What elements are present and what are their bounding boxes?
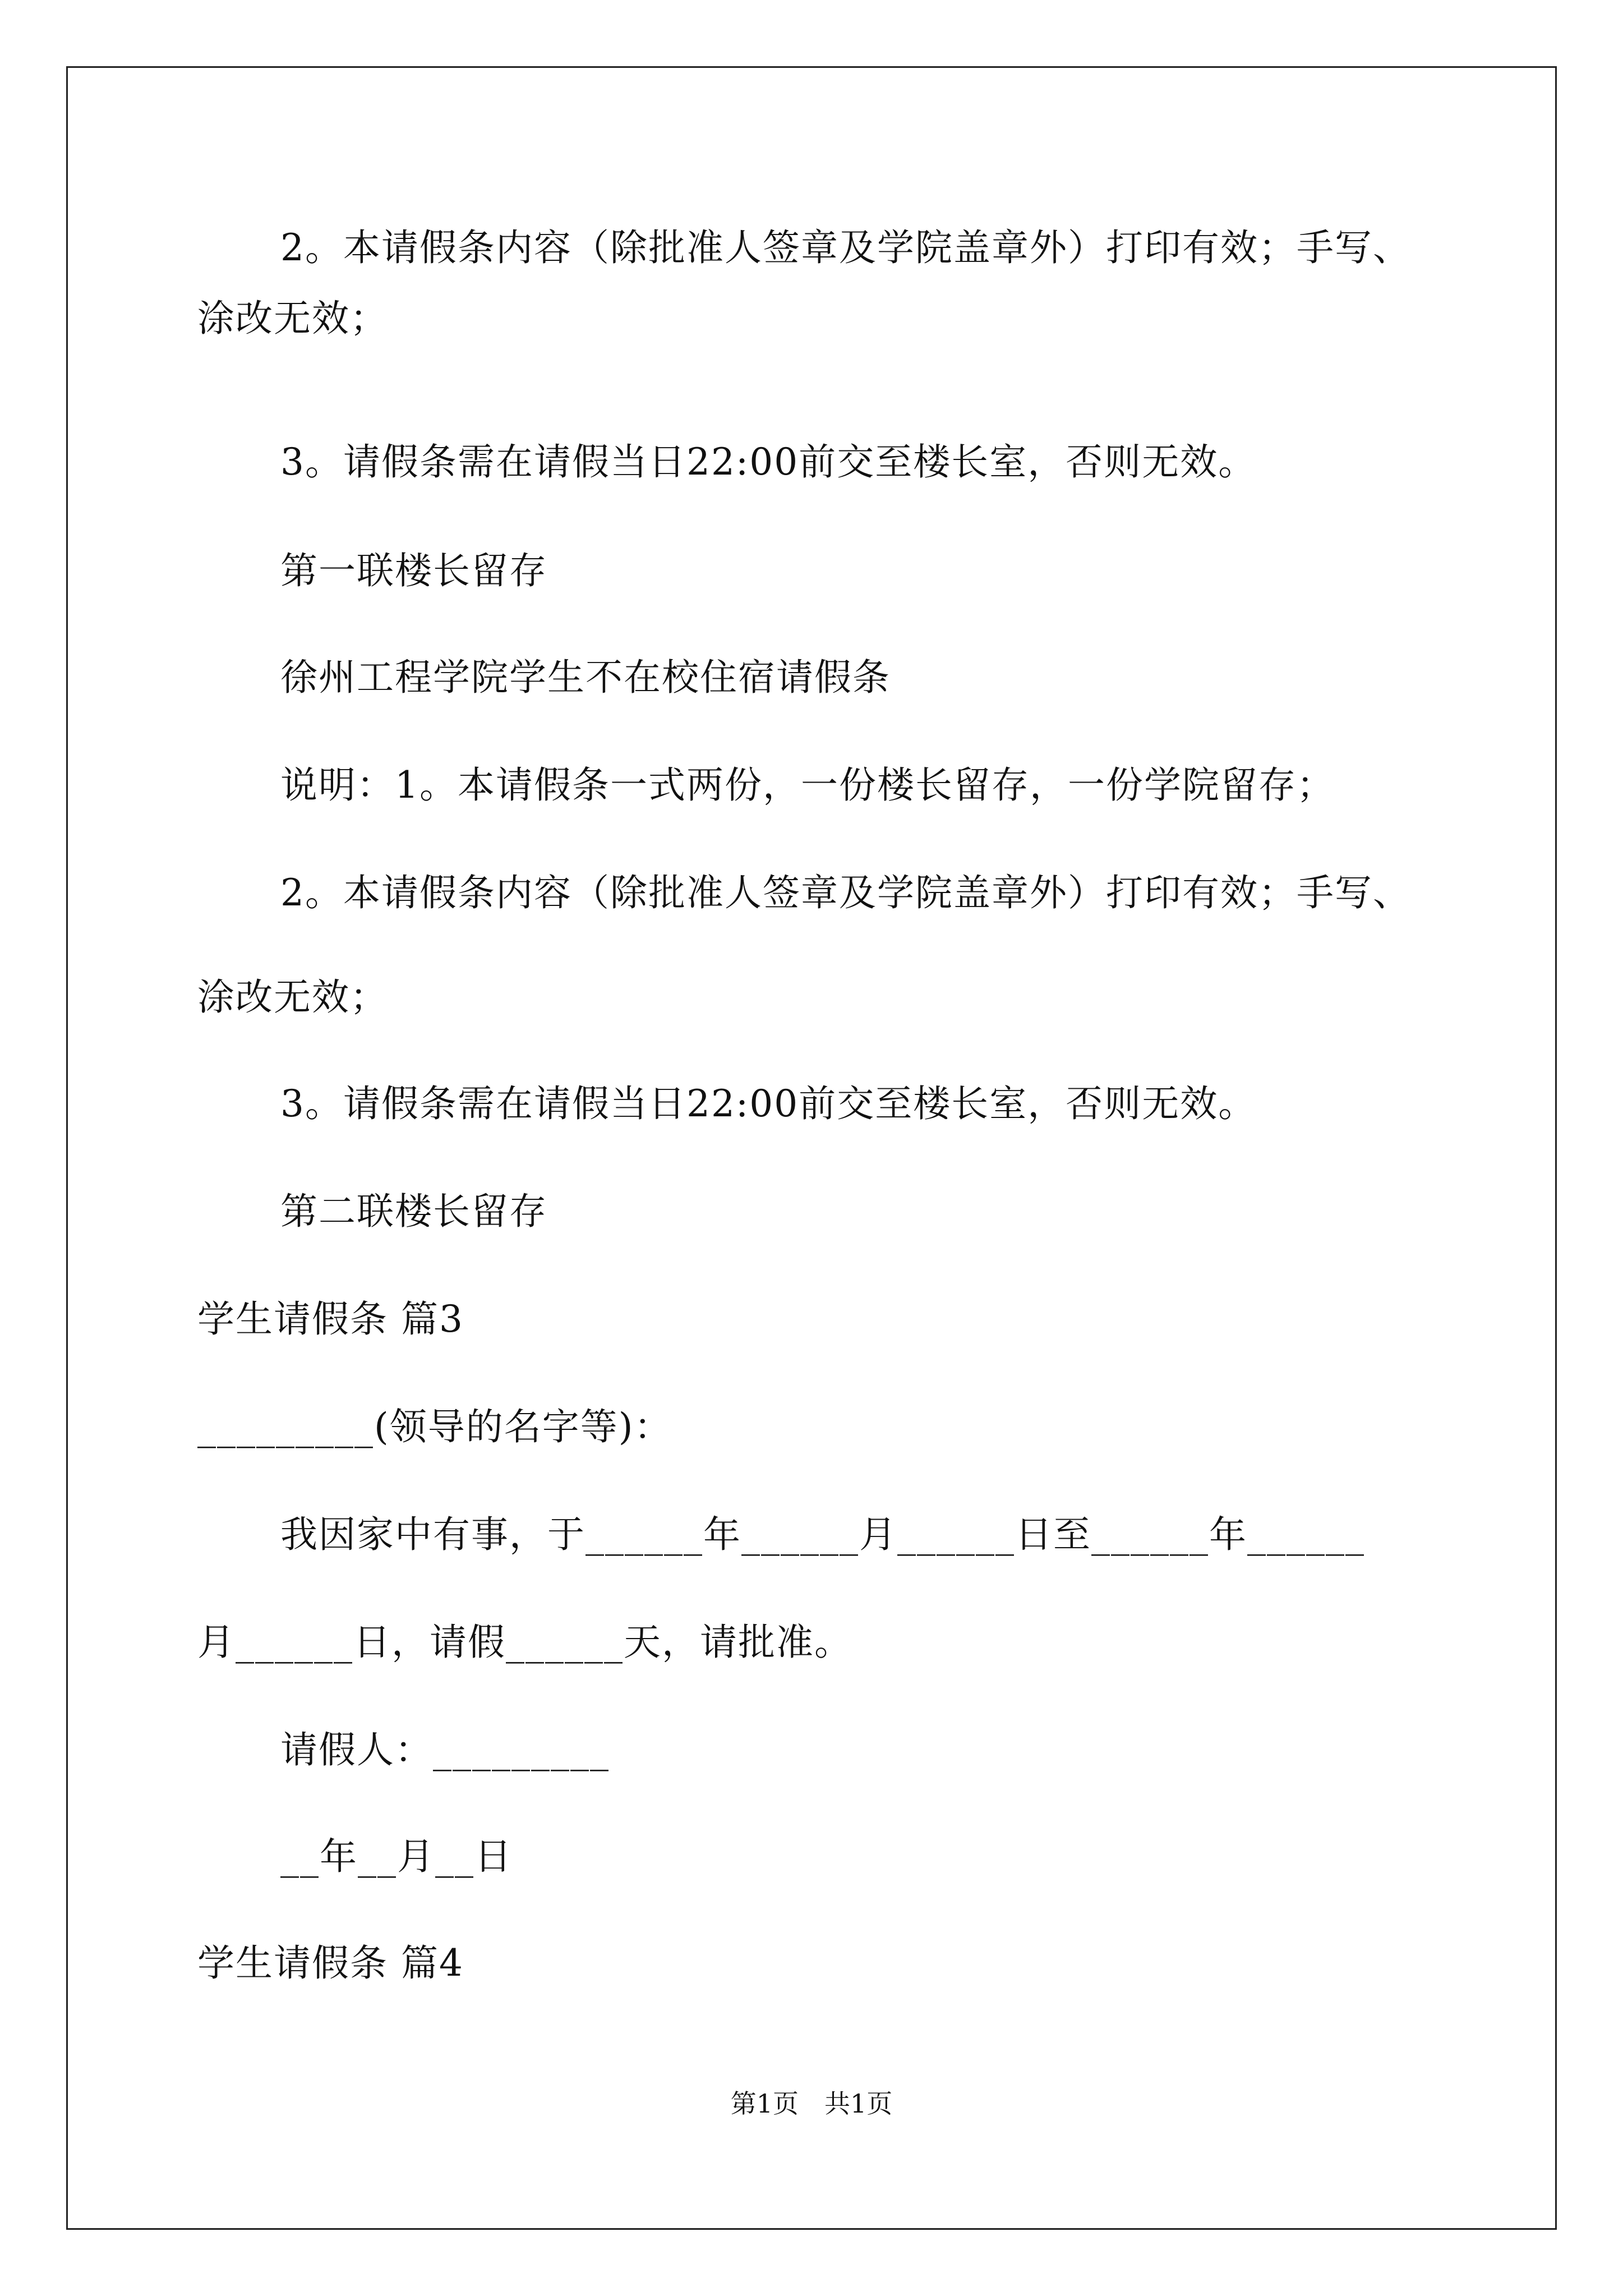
paragraph-text: 3。请假条需在请假当日22:00前交至楼长室，否则无效。	[280, 1082, 1257, 1125]
section-heading: 学生请假条 篇3	[197, 1297, 464, 1341]
salutation-line: _________(领导的名字等)：	[197, 1405, 672, 1448]
paragraph-text: 3。请假条需在请假当日22:00前交至楼长室，否则无效。	[280, 440, 1257, 484]
paragraph-text: 说明：1。本请假条一式两份，一份楼长留存，一份学院留存；	[280, 763, 1335, 807]
paragraph-text: 第二联楼长留存	[280, 1190, 547, 1233]
page-footer: 第1页 共1页	[730, 2088, 893, 2119]
paragraph-text: 涂改无效；	[197, 297, 388, 340]
paragraph-text: 第一联楼长留存	[280, 549, 547, 592]
signature-line: 请假人：_________	[280, 1728, 610, 1772]
paragraph-text: 徐州工程学院学生不在校住宿请假条	[280, 656, 891, 699]
paragraph-text: 我因家中有事，于______年______月______日至______年______	[280, 1513, 1365, 1556]
paragraph-text: 2。本请假条内容（除批准人签章及学院盖章外）打印有效；手写、	[280, 226, 1411, 269]
date-line: __年__月__日	[280, 1835, 513, 1878]
paragraph-text: 月______日，请假______天，请批准。	[197, 1621, 852, 1664]
paragraph-text: 2。本请假条内容（除批准人签章及学院盖章外）打印有效；手写、	[280, 871, 1411, 914]
page-border	[66, 66, 1557, 2230]
section-heading: 学生请假条 篇4	[197, 1941, 464, 1985]
paragraph-text: 涂改无效；	[197, 976, 388, 1019]
